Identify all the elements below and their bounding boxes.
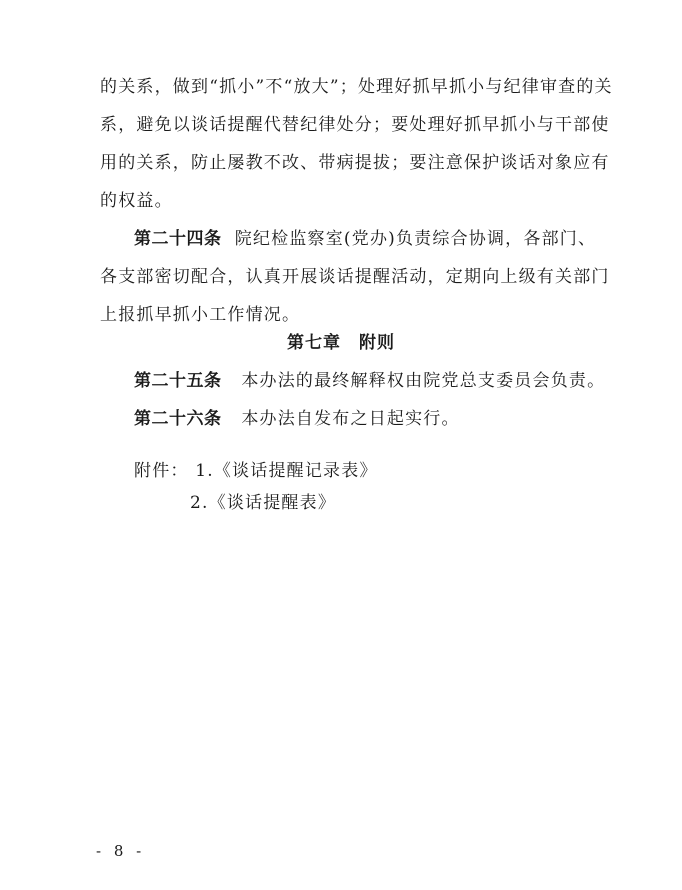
article-26 bbox=[134, 408, 634, 430]
article-25-label: 第二十五条 bbox=[134, 371, 222, 391]
article-24-text-1: 院纪检监察室(党办)负责综合协调，各部门、 bbox=[234, 229, 597, 249]
attachments-label: 附件： bbox=[134, 461, 189, 481]
attachment-item-1: 1.《谈话提醒记录表》 bbox=[195, 461, 378, 481]
chapter-7-heading: 第七章 附则 bbox=[287, 333, 395, 353]
article-26-label: 第二十六条 bbox=[134, 409, 222, 429]
article-24-text-2: 各支部密切配合，认真开展谈话提醒活动，定期向上级有关部门 bbox=[100, 267, 610, 287]
body-line-2: 系，避免以谈话提醒代替纪律处分；要处理好抓早抓小与干部使 bbox=[100, 115, 610, 135]
article-25-text: 本办法的最终解释权由院党总支委员会负责。 bbox=[241, 371, 606, 391]
article-24-first-line bbox=[134, 228, 624, 250]
article-25 bbox=[134, 370, 634, 392]
body-line-4: 的权益。 bbox=[100, 191, 173, 211]
page-number: - 8 - bbox=[96, 842, 146, 860]
body-line-1: 的关系，做到“抓小”不“放大”；处理好抓早抓小与纪律审查的关 bbox=[100, 77, 613, 97]
article-24-text-3: 上报抓早抓小工作情况。 bbox=[100, 305, 301, 325]
attachments-line-1 bbox=[134, 460, 534, 482]
body-line-3: 用的关系，防止屡教不改、带病提拔；要注意保护谈话对象应有 bbox=[100, 153, 610, 173]
attachment-item-2: 2.《谈话提醒表》 bbox=[190, 493, 337, 513]
article-24-label: 第二十四条 bbox=[134, 229, 222, 249]
article-26-text: 本办法自发布之日起实行。 bbox=[241, 409, 460, 429]
